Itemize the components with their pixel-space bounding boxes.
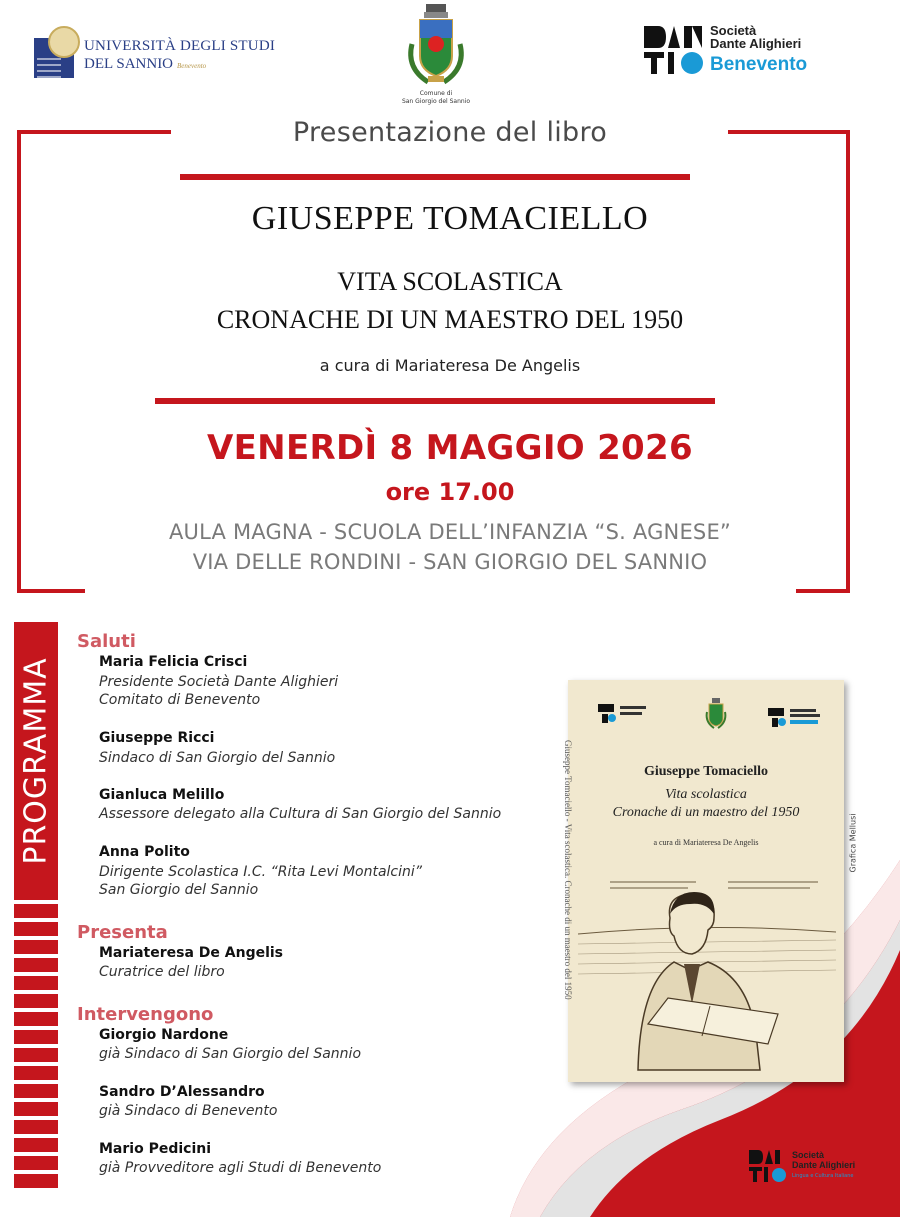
event-date: VENERDÌ 8 MAGGIO 2026: [207, 428, 693, 468]
person-role: Presidente Società Dante Alighieri: [99, 674, 339, 690]
person-role: Assessore delegato alla Cultura di San Giorgio del Sannio: [99, 806, 502, 822]
section-heading-presenta: Presenta: [77, 922, 168, 943]
person-name: Mariateresa De Angelis: [99, 945, 284, 961]
person-name: Anna Polito: [99, 844, 190, 860]
footer-dante-line1: Società: [792, 1150, 825, 1160]
unisannio-seal-icon: [34, 38, 74, 78]
unisannio-name-line2: DEL SANNIO Benevento: [84, 56, 207, 72]
divider-lower: [155, 398, 715, 404]
person-role: già Sindaco di San Giorgio del Sannio: [99, 1046, 362, 1062]
programma-label: PROGRAMMA: [18, 657, 54, 865]
footer-dante-mark-icon: [748, 1148, 788, 1184]
programma-stripes: [14, 904, 58, 1188]
crest-icon: [402, 4, 470, 90]
book-dante-benevento-logo-icon: [768, 706, 828, 728]
person-role: già Sindaco di Benevento: [99, 1103, 278, 1119]
book-title-1: Vita scolastica: [665, 787, 747, 802]
unisannio-logo: [34, 24, 274, 80]
footer-dante-line3: Lingua e Cultura Italiane: [792, 1173, 854, 1179]
person-name: Giorgio Nardone: [99, 1027, 229, 1043]
book-title-line1: VITA SCOLASTICA: [337, 267, 563, 296]
person-name: Mario Pedicini: [99, 1141, 212, 1157]
dante-mark-icon: [642, 22, 706, 78]
teacher-portrait-illustration: [578, 874, 836, 1074]
comune-crest-logo: [396, 4, 476, 108]
venue-line1: AULA MAGNA - SCUOLA DELL’INFANZIA “S. AGNESE”: [168, 520, 731, 544]
dante-line2: Dante Alighieri: [710, 36, 802, 51]
person-role: già Provveditore agli Studi di Benevento: [99, 1160, 382, 1176]
curated-by: a cura di Mariateresa De Angelis: [319, 356, 581, 375]
frame-bottom-right: [796, 589, 850, 593]
dante-alighieri-logo: [642, 22, 822, 78]
person-name: Giuseppe Ricci: [99, 730, 215, 746]
person-name: Gianluca Melillo: [99, 787, 225, 803]
person-role: Comitato di Benevento: [99, 692, 261, 708]
footer-dante-line2: Dante Alighieri: [792, 1160, 856, 1170]
venue-line2: VIA DELLE RONDINI - SAN GIORGIO DEL SANNIO: [192, 550, 708, 574]
book-curated-by: a cura di Mariateresa De Angelis: [653, 838, 759, 847]
book-title-line2: CRONACHE DI UN MAESTRO DEL 1950: [216, 305, 684, 334]
section-heading-saluti: Saluti: [77, 631, 136, 652]
dante-line1: Società: [710, 23, 757, 38]
graphics-credit: Grafica Mellusi: [848, 813, 858, 873]
book-dante-logo-icon: [598, 702, 650, 724]
person-name: Maria Felicia Crisci: [99, 654, 248, 670]
comune-caption-1: Comune di: [419, 90, 453, 97]
person-name: Sandro D’Alessandro: [99, 1084, 265, 1100]
footer-dante-logo: [748, 1148, 868, 1188]
comune-caption-2: San Giorgio del Sannio: [401, 98, 471, 105]
book-title-2: Cronache di un maestro del 1950: [612, 805, 800, 820]
person-role: Curatrice del libro: [99, 964, 225, 980]
frame-bottom-left: [17, 589, 85, 593]
unisannio-name-line1: UNIVERSITÀ DEGLI STUDI: [84, 38, 276, 54]
book-crest-icon: [704, 698, 728, 732]
divider-upper: [180, 174, 690, 180]
dante-city: Benevento: [710, 54, 808, 75]
person-role: Dirigente Scolastica I.C. “Rita Levi Montalcini”: [99, 864, 423, 880]
book-spine: Giuseppe Tomaciello - Vita scolastica. Cronache di un maestro del 1950: [563, 740, 573, 1000]
person-role: San Giorgio del Sannio: [99, 882, 259, 898]
section-heading-intervengono: Intervengono: [77, 1004, 214, 1025]
author-name: GIUSEPPE TOMACIELLO: [251, 200, 649, 237]
presentation-heading: Presentazione del libro: [292, 117, 608, 148]
person-role: Sindaco di San Giorgio del Sannio: [99, 750, 336, 766]
event-time: ore 17.00: [385, 478, 515, 506]
unisannio-city: Benevento: [177, 62, 207, 70]
book-author: Giuseppe Tomaciello: [643, 764, 769, 779]
